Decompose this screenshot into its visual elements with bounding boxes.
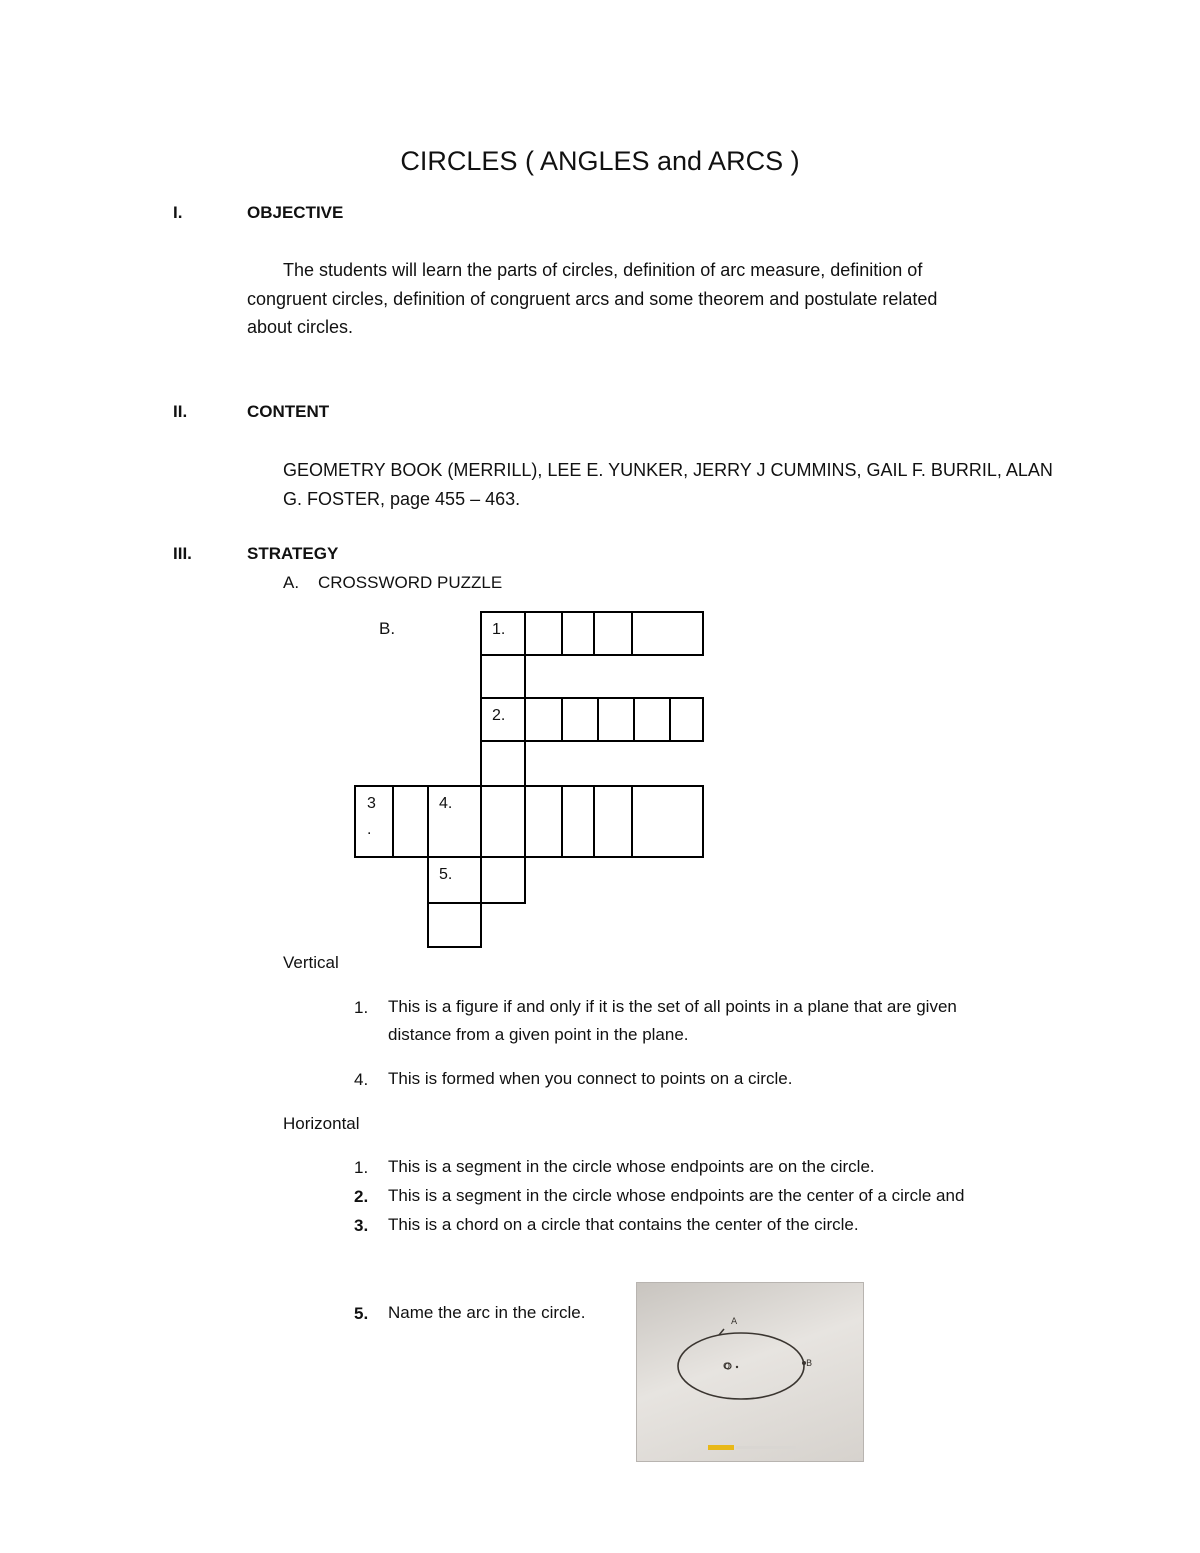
crossword-cell-3-5[interactable] xyxy=(524,785,563,858)
crossword-cell-1-3[interactable] xyxy=(561,611,595,656)
crossword-cell-3-8[interactable] xyxy=(631,785,704,858)
horizontal-clue-2-num: 2. xyxy=(354,1187,369,1206)
horizontal-clue-3-num: 3. xyxy=(354,1216,369,1235)
section-title-objective: OBJECTIVE xyxy=(247,203,344,222)
crossword-cell-3-6[interactable] xyxy=(561,785,595,858)
strategy-sub-letter: A. xyxy=(283,573,300,592)
vertical-clue-1-line-1: This is a figure if and only if it is the set of all points in a plane that are given xyxy=(388,997,957,1016)
crossword-cell-2-2[interactable] xyxy=(524,697,563,742)
clue-4-label: 4. xyxy=(439,795,453,812)
crossword-cell-1-5[interactable] xyxy=(631,611,704,656)
crossword-cell-5-2[interactable] xyxy=(480,856,526,904)
section-number-strategy: III. xyxy=(173,544,192,563)
point-a-label: A xyxy=(731,1317,738,1327)
crossword-cell-v4-5[interactable] xyxy=(427,902,482,948)
content-line-2: G. FOSTER, page 455 – 463. xyxy=(283,489,521,509)
crossword-cell-2-6[interactable] xyxy=(669,697,704,742)
objective-line-1: The students will learn the parts of circles, definition of arc measure, definition of xyxy=(283,260,923,280)
strategy-sub-title: CROSSWORD PUZZLE xyxy=(318,573,503,592)
objective-line-3: about circles. xyxy=(247,317,354,337)
horizontal-clue-3-line-1: This is a chord on a circle that contains the center of the circle. xyxy=(388,1215,859,1234)
crossword-cell-v1-4[interactable] xyxy=(480,740,526,787)
section-title-content: CONTENT xyxy=(247,402,330,421)
objective-line-2: congruent circles, definition of congruent arcs and some theorem and postulate related xyxy=(247,289,938,309)
point-b-label: B xyxy=(806,1359,813,1369)
crossword-cell-3-4[interactable] xyxy=(480,785,526,858)
crossword-cell-3-2[interactable] xyxy=(392,785,429,858)
clue-1-label: 1. xyxy=(492,621,506,638)
circle-photo xyxy=(636,1282,864,1462)
photo-watermark-logo xyxy=(708,1445,734,1450)
clue-2-label: 2. xyxy=(492,707,506,724)
crossword-cell-2-4[interactable] xyxy=(597,697,635,742)
item-5-text: Name the arc in the circle. xyxy=(388,1303,586,1322)
crossword-cell-1-2[interactable] xyxy=(524,611,563,656)
horizontal-clue-1-line-1: This is a segment in the circle whose endpoints are on the circle. xyxy=(388,1157,875,1176)
photo-watermark-text xyxy=(736,1446,796,1449)
crossword-b-label: B. xyxy=(379,619,396,638)
vertical-clue-4-line-1: This is formed when you connect to points on a circle. xyxy=(388,1069,793,1088)
clue-5-label: 5. xyxy=(439,866,453,883)
clue-3-label: 3 xyxy=(367,795,376,812)
crossword-cell-1-1[interactable] xyxy=(480,611,526,656)
horizontal-clue-2-line-1: This is a segment in the circle whose endpoints are the center of a circle and xyxy=(388,1186,965,1205)
circle-drawing xyxy=(636,1282,864,1462)
content-line-1: GEOMETRY BOOK (MERRILL), LEE E. YUNKER, JERRY J CUMMINS, GAIL F. BURRIL, ALAN xyxy=(283,460,1053,480)
vertical-clue-1-line-2: distance from a given point in the plane. xyxy=(388,1025,689,1044)
item-5-num: 5. xyxy=(354,1304,369,1323)
vertical-clue-4-num: 4. xyxy=(354,1070,369,1089)
crossword-cell-3-3[interactable] xyxy=(427,785,482,858)
horizontal-heading: Horizontal xyxy=(283,1114,360,1133)
crossword-cell-3-1[interactable] xyxy=(354,785,394,858)
crossword-cell-3-7[interactable] xyxy=(593,785,633,858)
circle-outline xyxy=(678,1333,804,1399)
horizontal-clue-1-num: 1. xyxy=(354,1158,369,1177)
center-dot xyxy=(736,1366,738,1368)
crossword-cell-2-5[interactable] xyxy=(633,697,671,742)
crossword-cell-1-4[interactable] xyxy=(593,611,633,656)
point-o-label: O xyxy=(723,1362,731,1372)
crossword-cell-5-1[interactable] xyxy=(427,856,482,904)
vertical-heading: Vertical xyxy=(283,953,339,972)
section-number-objective: I. xyxy=(173,203,183,222)
crossword-cell-2-1[interactable] xyxy=(480,697,526,742)
section-title-strategy: STRATEGY xyxy=(247,544,339,563)
page-title: CIRCLES ( ANGLES and ARCS ) xyxy=(400,146,800,176)
crossword-cell-v1-2[interactable] xyxy=(480,654,526,699)
section-number-content: II. xyxy=(173,402,188,421)
crossword-cell-2-3[interactable] xyxy=(561,697,599,742)
clue-3-label-dot: . xyxy=(367,821,372,838)
vertical-clue-1-num: 1. xyxy=(354,998,369,1017)
